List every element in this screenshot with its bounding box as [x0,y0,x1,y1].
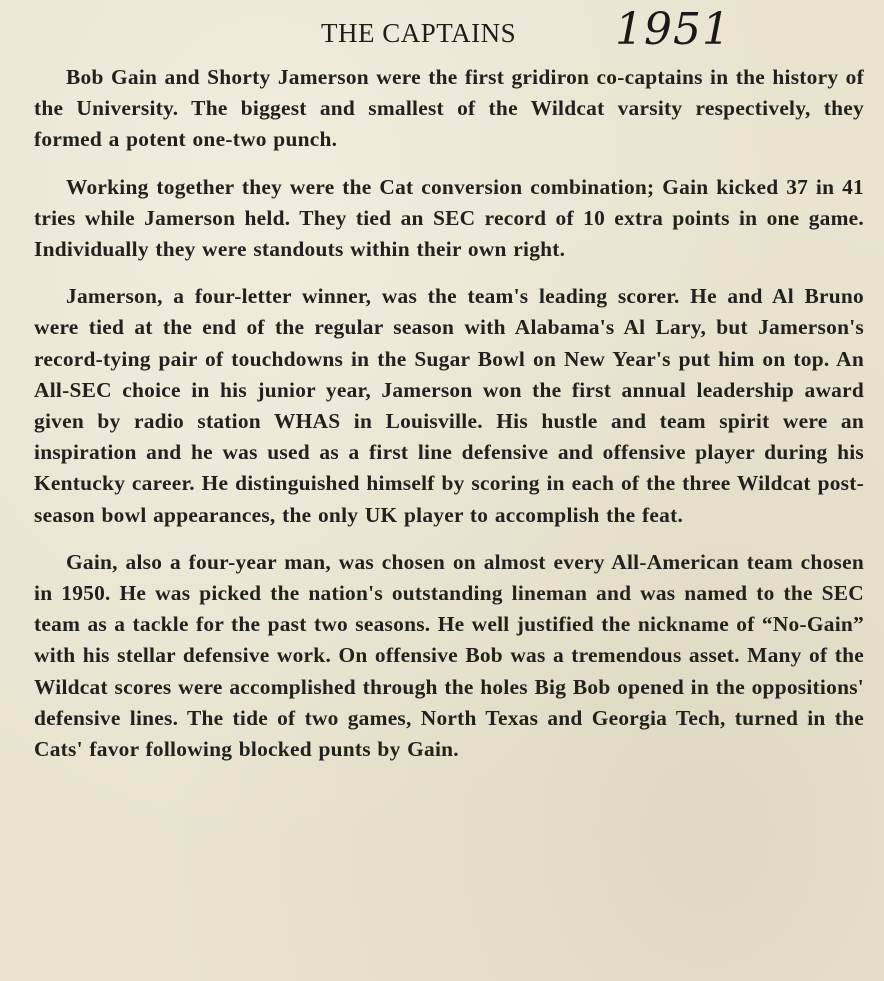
document-page [34,0,864,981]
paragraph-jamerson: Jamerson, a four-letter winner, was the team's leading scorer. He and Al Bruno were tied at the end of the regular season with Alabama's Al Lary, but Jamerson's record-tying pair of touchdowns in the Sugar Bowl on New Year's put him on top. An All-SEC choice in his junior year, Jamerson won the first annual leadership award given by radio station WHAS in Louisville. His hustle and team spirit were an inspiration and he was used as a first line defensive and offensive player during his Kentucky career. He distinguished himself by scoring in each of the three Wildcat post-season bowl appearances, the only UK player to accomplish the feat. [34,284,864,527]
paragraph-gain: Gain, also a four-year man, was chosen on almost every All-American team chosen in 1950. He was picked the nation's outstanding lineman and was named to the SEC team as a tackle for the past two seasons. He well justified the nickname of “No-Gain” with his stellar defensive work. On offensive Bob was a tremendous asset. Many of the Wildcat scores were accomplished through the holes Big Bob opened in the oppositions' defensive lines. The tide of two games, North Texas and Georgia Tech, turned in the Cats' favor following blocked punts by Gain. [34,549,864,762]
page-header [34,6,864,64]
article-body [34,62,864,781]
paragraph-intro: Bob Gain and Shorty Jamerson were the first gridiron co-captains in the history of the University. The biggest and smallest of the Wildcat varsity respectively, they formed a potent one-two punch. [34,65,864,152]
paragraph-conversion: Working together they were the Cat conversion combination; Gain kicked 37 in 41 tries while Jamerson held. They tied an SEC record of 10 extra points in one game. Individually they were standouts within their own right. [34,174,864,262]
page-title: THE CAPTAINS [321,18,517,48]
handwritten-year: 1951 [615,4,731,55]
